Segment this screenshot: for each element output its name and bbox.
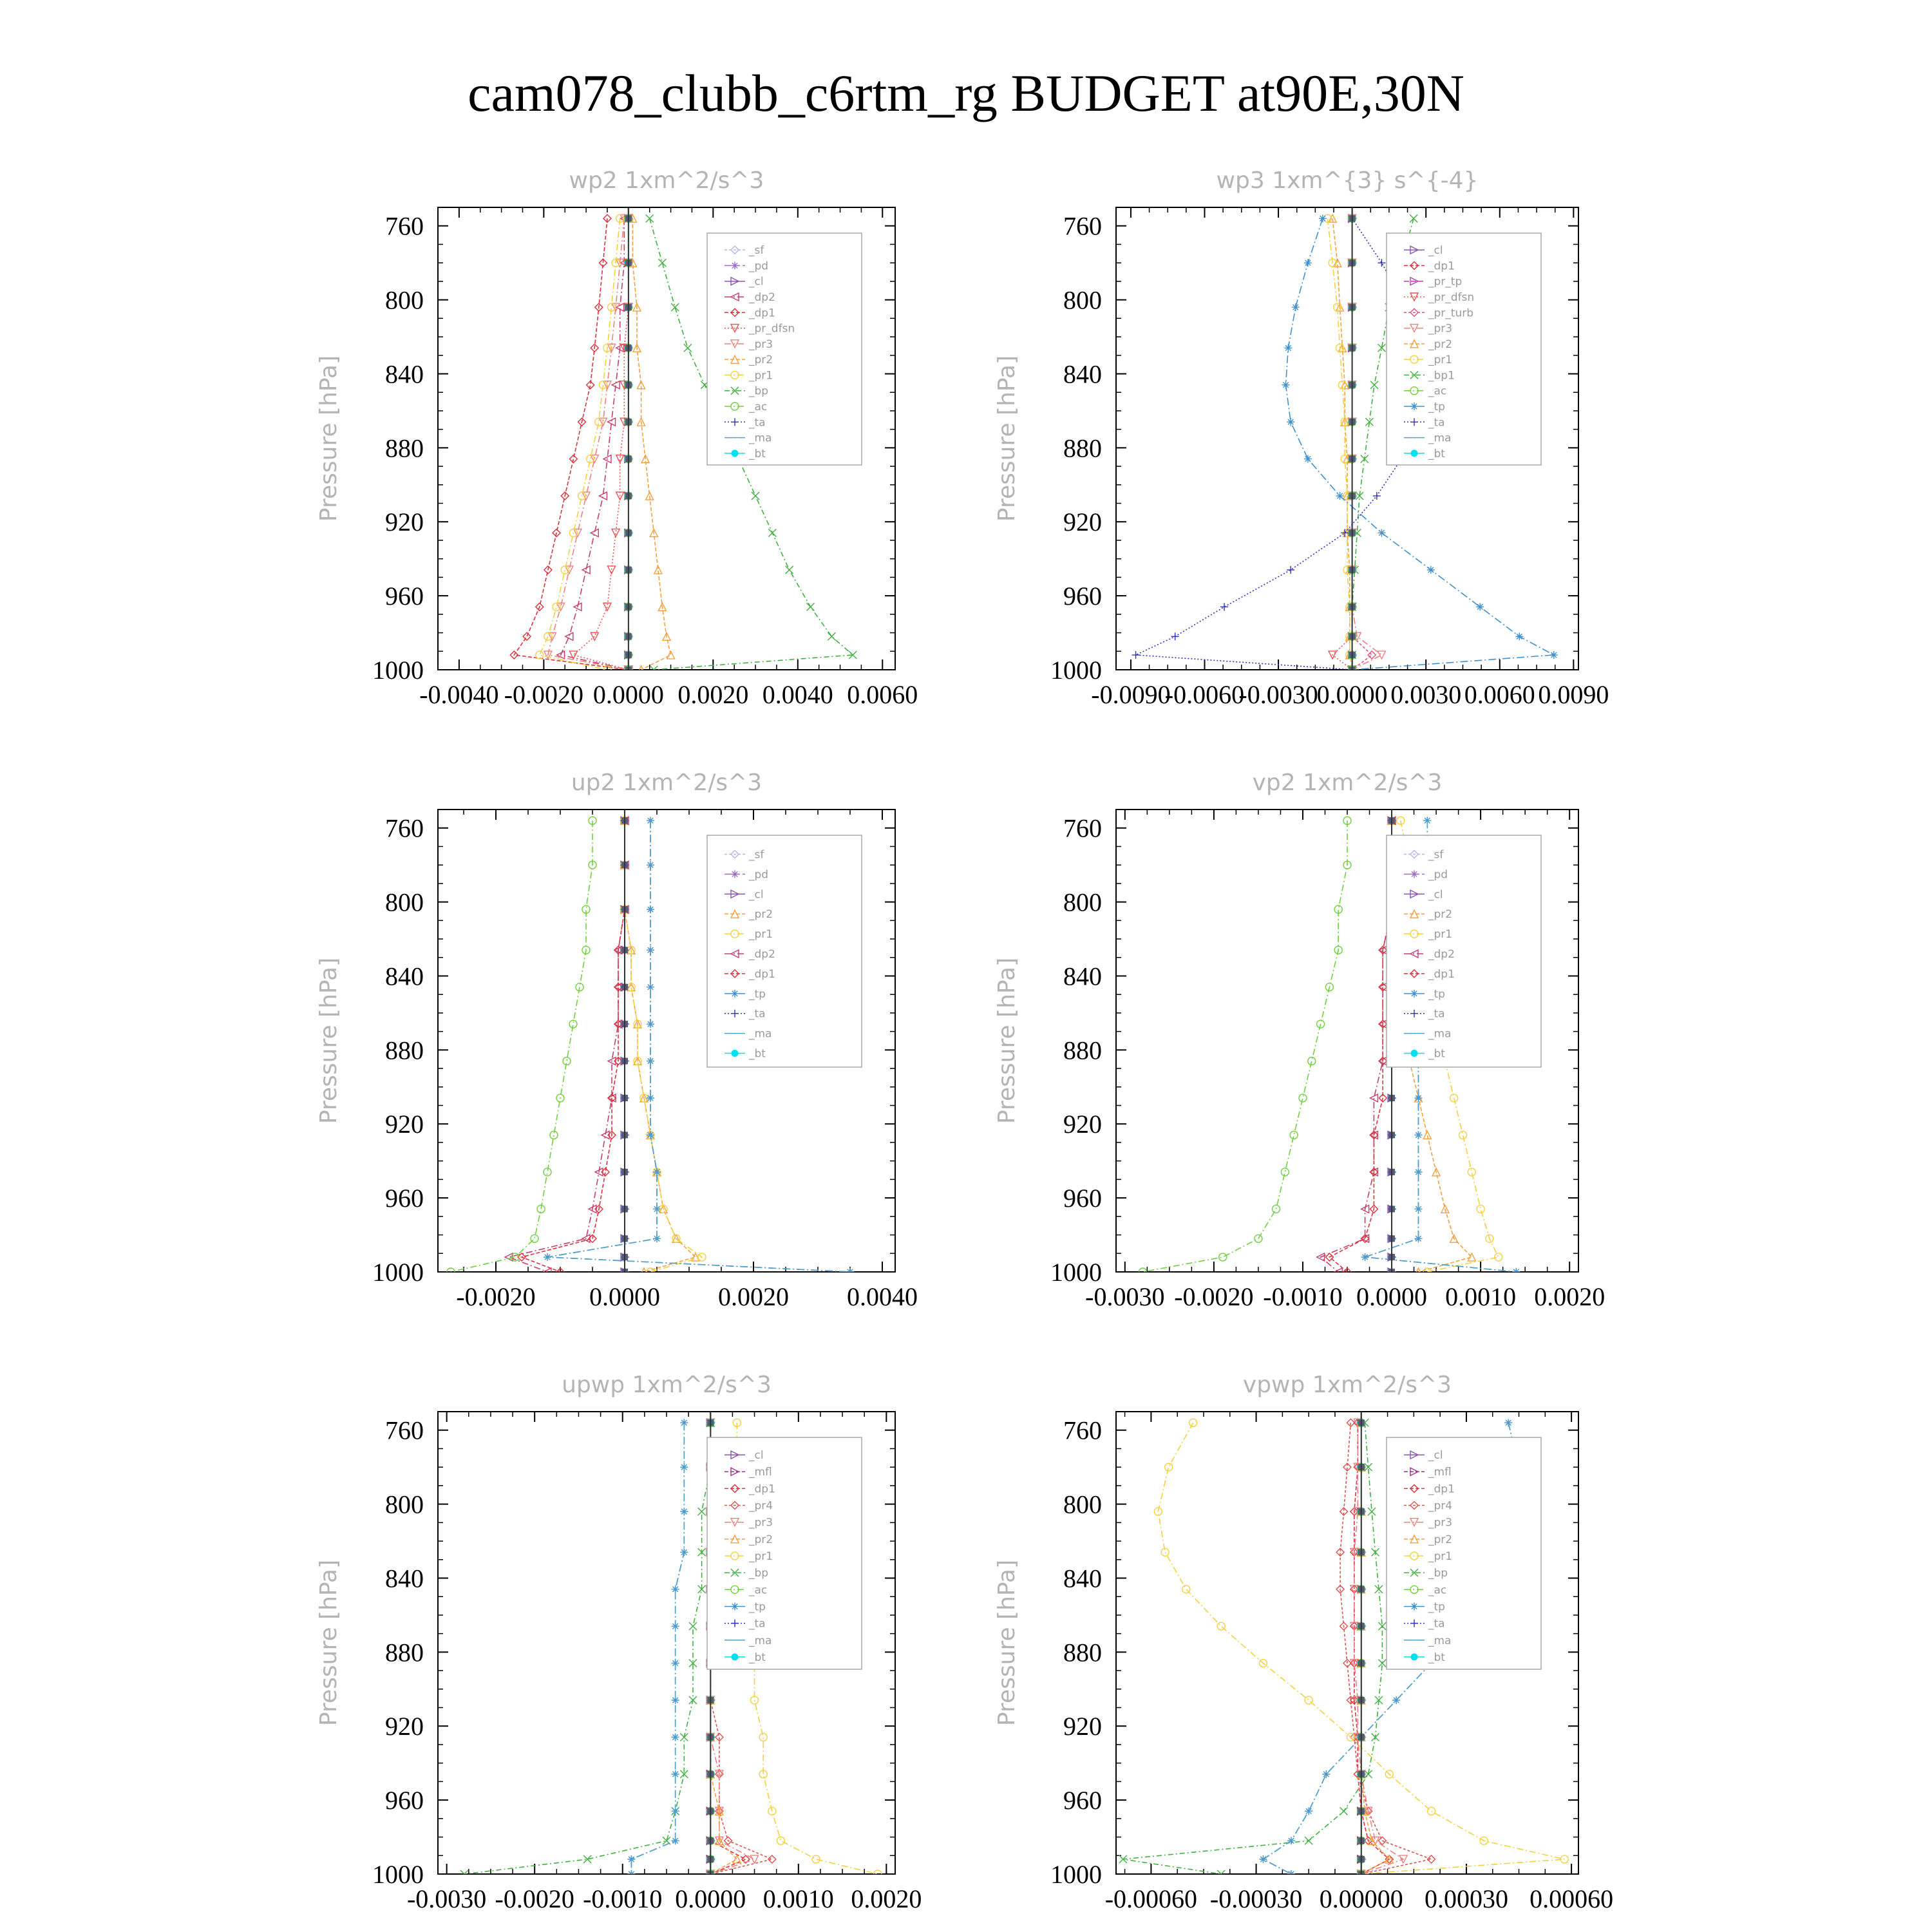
legend-label: _tp [1428, 401, 1445, 413]
legend [1387, 835, 1541, 1067]
legend-label: _bt [749, 447, 766, 460]
y-tick-label: 1000 [372, 1860, 424, 1889]
legend-label: _pr3 [1428, 1516, 1453, 1530]
legend-label: _ma [749, 1027, 772, 1041]
legend-label: _ac [1428, 384, 1447, 398]
y-tick-label: 800 [385, 285, 424, 315]
legend-marker [1410, 990, 1418, 998]
x-tick-label: -0.0060 [1164, 680, 1245, 709]
legend-label: _pr1 [1428, 354, 1453, 367]
x-tick-label: 0.0010 [762, 1884, 834, 1913]
y-tick-label: 960 [385, 1184, 424, 1213]
legend-label: _pr1 [1428, 1550, 1453, 1563]
y-tick-label: 880 [1063, 433, 1102, 463]
legend-label: _dp1 [1428, 1482, 1455, 1496]
legend-marker [732, 450, 738, 457]
y-tick-label: 800 [1063, 285, 1102, 315]
y-tick-label: 880 [1063, 1638, 1102, 1667]
legend-label: _pr_dfsn [1428, 291, 1475, 304]
legend-label: _pr_turb [1428, 307, 1474, 320]
x-tick-label: 0.0060 [1464, 680, 1535, 709]
y-tick-label: 960 [385, 1786, 424, 1815]
panel-title: upwp 1xm^2/s^3 [562, 1372, 772, 1398]
x-tick-label: 0.0000 [1316, 680, 1388, 709]
legend-label: _dp2 [749, 291, 775, 304]
y-tick-label: 760 [1063, 813, 1102, 843]
legend-label: _ma [1428, 431, 1452, 445]
x-tick-label: -0.0020 [495, 1884, 574, 1913]
y-tick-label: 880 [385, 1638, 424, 1667]
legend-label: _pr2 [749, 354, 773, 367]
legend-label: _dp1 [1428, 260, 1455, 273]
panel-title: up2 1xm^2/s^3 [571, 770, 762, 796]
panel-title: vp2 1xm^2/s^3 [1252, 770, 1443, 796]
legend [707, 835, 862, 1067]
legend-label: _ta [749, 1007, 766, 1021]
legend [1387, 233, 1541, 465]
legend-box [707, 233, 862, 465]
y-axis-label: Pressure [hPa] [316, 355, 342, 522]
y-tick-label: 920 [385, 1712, 424, 1741]
x-tick-label: 0.0000 [589, 1282, 660, 1311]
y-tick-label: 840 [1063, 359, 1102, 389]
legend-label: _ma [749, 431, 772, 445]
legend-label: _ta [749, 416, 766, 430]
legend-label: _pr2 [1428, 1533, 1453, 1546]
legend-marker [1411, 1050, 1417, 1057]
y-tick-label: 840 [1063, 1564, 1102, 1593]
y-tick-label: 1000 [372, 656, 424, 685]
y-tick-label: 920 [1063, 1712, 1102, 1741]
legend-marker [731, 990, 739, 998]
legend-label: _sf [1428, 848, 1444, 862]
legend-label: _tp [749, 987, 766, 1001]
y-tick-label: 920 [1063, 1110, 1102, 1139]
legend [707, 1437, 862, 1669]
x-tick-label: 0.0020 [677, 680, 749, 709]
y-tick-label: 760 [385, 813, 424, 843]
x-tick-label: 0.0090 [1538, 680, 1609, 709]
x-tick-label: -0.0010 [1263, 1282, 1343, 1311]
legend-label: _ta [1428, 1617, 1445, 1631]
x-tick-label: -0.0020 [504, 680, 584, 709]
legend-label: _pr3 [1428, 322, 1453, 336]
legend-label: _pr2 [749, 908, 773, 922]
legend-label: _ma [749, 1634, 772, 1647]
x-tick-label: -0.0010 [583, 1884, 663, 1913]
point_tp [1336, 492, 1344, 500]
legend-marker [732, 1050, 738, 1057]
legend-label: _pd [1428, 868, 1448, 882]
legend-label: _ma [1428, 1634, 1452, 1647]
legend-label: _dp1 [749, 307, 775, 320]
y-tick-label: 920 [385, 1110, 424, 1139]
y-tick-label: 960 [1063, 1184, 1102, 1213]
legend-marker [1410, 870, 1418, 878]
legend-label: _dp1 [1428, 967, 1455, 981]
legend-label: _bt [749, 1651, 766, 1664]
x-tick-label: 0.0010 [1445, 1282, 1517, 1311]
y-tick-label: 960 [385, 582, 424, 611]
legend-label: _pr_tp [1428, 275, 1463, 289]
legend-marker [1411, 1654, 1417, 1660]
y-axis-label: Pressure [hPa] [994, 355, 1020, 522]
y-tick-label: 1000 [1050, 656, 1102, 685]
x-tick-label: -0.0020 [456, 1282, 536, 1311]
legend-box [1387, 233, 1541, 465]
legend-marker [732, 1654, 738, 1660]
y-tick-label: 880 [385, 433, 424, 463]
x-tick-label: 0.0040 [762, 680, 833, 709]
y-tick-label: 760 [385, 1416, 424, 1445]
y-axis-label: Pressure [hPa] [316, 1559, 342, 1727]
y-tick-label: 920 [385, 507, 424, 537]
y-tick-label: 1000 [1050, 1258, 1102, 1287]
legend-label: _sf [749, 244, 764, 258]
y-tick-label: 800 [385, 887, 424, 917]
x-tick-label: 0.0000 [1356, 1282, 1428, 1311]
panel-title: vpwp 1xm^2/s^3 [1242, 1372, 1452, 1398]
legend-label: _ac [749, 401, 768, 413]
legend-label: _pr1 [1428, 928, 1453, 942]
y-tick-label: 1000 [1050, 1860, 1102, 1889]
x-tick-label: -0.0090 [1091, 680, 1171, 709]
x-tick-label: 0.0020 [718, 1282, 789, 1311]
legend-label: _bt [749, 1047, 766, 1061]
legend-label: _pr1 [749, 369, 773, 383]
y-axis-label: Pressure [hPa] [994, 1559, 1020, 1727]
y-tick-label: 800 [1063, 1490, 1102, 1519]
legend-label: _ac [1428, 1584, 1447, 1597]
x-tick-label: 0.0040 [847, 1282, 918, 1311]
legend-label: _bt [1428, 1047, 1445, 1061]
point_tp [1515, 632, 1523, 640]
legend-marker [1410, 402, 1418, 410]
legend-label: _ta [749, 1617, 766, 1631]
legend-label: _ta [1428, 1007, 1445, 1021]
x-tick-label: -0.00060 [1104, 1884, 1198, 1913]
legend-label: _ac [749, 1584, 768, 1597]
y-tick-label: 840 [385, 359, 424, 389]
legend-label: _pr1 [749, 1550, 773, 1563]
legend-label: _bp1 [1428, 369, 1455, 383]
panel-title: wp3 1xm^{3} s^{-4} [1216, 167, 1479, 194]
y-axis-label: Pressure [hPa] [316, 957, 342, 1124]
x-tick-label: -0.0030 [1238, 680, 1318, 709]
legend-label: _pr4 [749, 1499, 773, 1513]
legend-label: _tp [749, 1600, 766, 1614]
legend-label: _ma [1428, 1027, 1452, 1041]
x-tick-label: 0.0000 [675, 1884, 746, 1913]
legend-box [707, 1437, 862, 1669]
legend-label: _pr1 [749, 928, 773, 942]
legend [707, 233, 862, 465]
figure-title: cam078_clubb_c6rtm_rg BUDGET at90E,30N [468, 64, 1464, 122]
legend-label: _dp2 [749, 948, 775, 961]
legend-label: _cl [1428, 244, 1443, 258]
legend-label: _tp [1428, 987, 1445, 1001]
legend-label: _pr2 [749, 1533, 773, 1546]
legend-label: _bp [1428, 1567, 1448, 1580]
y-tick-label: 800 [1063, 887, 1102, 917]
legend-marker [731, 1602, 739, 1610]
legend-label: _bt [1428, 447, 1445, 460]
legend-label: _pr2 [1428, 337, 1453, 351]
y-axis-label: Pressure [hPa] [994, 957, 1020, 1124]
legend-label: _cl [1428, 1449, 1443, 1463]
x-tick-label: 0.0020 [851, 1884, 922, 1913]
y-tick-label: 840 [1063, 961, 1102, 991]
legend-label: _cl [749, 275, 764, 289]
y-tick-label: 880 [1063, 1036, 1102, 1065]
legend-label: _pr4 [1428, 1499, 1453, 1513]
point_tp [1476, 603, 1484, 611]
legend-label: _cl [749, 888, 764, 902]
x-tick-label: 0.0000 [592, 680, 664, 709]
x-tick-label: 0.0030 [1390, 680, 1462, 709]
legend-label: _dp1 [749, 967, 775, 981]
x-tick-label: 0.00030 [1424, 1884, 1508, 1913]
legend-box [1387, 1437, 1541, 1669]
y-tick-label: 800 [385, 1490, 424, 1519]
legend-label: _dp2 [1428, 948, 1455, 961]
y-tick-label: 760 [1063, 211, 1102, 241]
legend-label: _bt [1428, 1651, 1445, 1664]
y-tick-label: 760 [385, 211, 424, 241]
x-tick-label: -0.0020 [1174, 1282, 1254, 1311]
y-tick-label: 840 [385, 1564, 424, 1593]
y-tick-label: 960 [1063, 1786, 1102, 1815]
x-tick-label: 0.0020 [1534, 1282, 1605, 1311]
y-tick-label: 760 [1063, 1416, 1102, 1445]
y-tick-label: 920 [1063, 507, 1102, 537]
legend-label: _ta [1428, 416, 1445, 430]
legend-label: _mfl [749, 1466, 772, 1479]
x-tick-label: -0.0040 [419, 680, 499, 709]
legend [1387, 1437, 1541, 1669]
panel-title: wp2 1xm^2/s^3 [569, 167, 764, 194]
legend-marker [1410, 1602, 1418, 1610]
legend-marker [731, 870, 739, 878]
legend-marker [1411, 450, 1417, 457]
legend-label: _pr_dfsn [749, 322, 795, 336]
legend-label: _tp [1428, 1600, 1445, 1614]
y-tick-label: 840 [385, 961, 424, 991]
point_tp [1427, 566, 1435, 574]
x-tick-label: 0.00060 [1530, 1884, 1614, 1913]
y-tick-label: 960 [1063, 582, 1102, 611]
legend-label: _bp [749, 1567, 769, 1580]
x-tick-label: -0.0030 [1085, 1282, 1165, 1311]
point_tp [1378, 529, 1385, 536]
x-tick-label: -0.00030 [1209, 1884, 1303, 1913]
legend-label: _bp [749, 384, 769, 398]
legend-label: _cl [1428, 888, 1443, 902]
y-tick-label: 880 [385, 1036, 424, 1065]
legend-label: _pr3 [749, 337, 773, 351]
x-tick-label: 0.00000 [1319, 1884, 1403, 1913]
legend-box [707, 835, 862, 1067]
legend-label: _pd [749, 260, 769, 273]
point_tp [1550, 651, 1558, 659]
y-tick-label: 1000 [372, 1258, 424, 1287]
legend-label: _dp1 [749, 1482, 775, 1496]
legend-label: _pr2 [1428, 908, 1453, 922]
legend-label: _sf [749, 848, 764, 862]
x-tick-label: -0.0030 [406, 1884, 487, 1913]
legend-label: _pd [749, 868, 769, 882]
x-tick-label: 0.0060 [847, 680, 918, 709]
legend-label: _cl [749, 1449, 764, 1463]
legend-label: _pr3 [749, 1516, 773, 1530]
legend-label: _mfl [1428, 1466, 1452, 1479]
legend-box [1387, 835, 1541, 1067]
